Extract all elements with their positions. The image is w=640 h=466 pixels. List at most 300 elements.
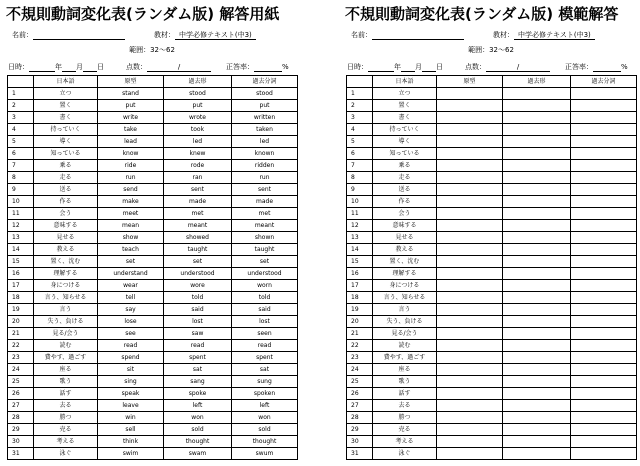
past-form-cell: spoke (164, 388, 232, 400)
past-form-cell: made (164, 196, 232, 208)
textbook-label: 教材： (154, 31, 175, 39)
date-label: 日時： (8, 63, 29, 71)
score-value[interactable]: / (147, 63, 211, 72)
japanese-cell: 走る (373, 172, 437, 184)
month-line[interactable] (401, 63, 415, 72)
past-participle-cell[interactable] (571, 436, 637, 448)
table-row (8, 436, 298, 448)
base-form-cell[interactable] (437, 376, 503, 388)
table-row (8, 136, 298, 148)
rate-line[interactable] (254, 63, 282, 72)
past-participle-cell[interactable] (571, 256, 637, 268)
past-form-cell[interactable] (503, 268, 571, 280)
row-number: 18 (8, 292, 34, 304)
past-participle-cell[interactable] (571, 100, 637, 112)
past-form-cell: showed (164, 232, 232, 244)
japanese-cell: 泳ぐ (373, 448, 437, 460)
past-participle-cell: ridden (232, 160, 298, 172)
base-form-cell[interactable] (437, 316, 503, 328)
table-row (347, 244, 637, 256)
past-form-cell[interactable] (503, 388, 571, 400)
past-form-cell[interactable] (503, 244, 571, 256)
row-number: 20 (8, 316, 34, 328)
row-number: 3 (8, 112, 34, 124)
name-field[interactable] (351, 30, 464, 40)
score-label: 点数： (126, 63, 147, 71)
past-participle-cell: told (232, 292, 298, 304)
row-number: 12 (8, 220, 34, 232)
past-form-cell: said (164, 304, 232, 316)
month-line[interactable] (62, 63, 76, 72)
header-past-participle: 過去分詞 (232, 76, 298, 88)
base-form-cell: know (98, 148, 164, 160)
base-form-cell: win (98, 412, 164, 424)
table-row (8, 352, 298, 364)
row-number: 6 (8, 148, 34, 160)
range-text: 範囲：32～62 (129, 46, 175, 54)
japanese-cell: 言う (373, 304, 437, 316)
base-form-cell[interactable] (437, 160, 503, 172)
base-form-cell: run (98, 172, 164, 184)
table-row (8, 292, 298, 304)
past-participle-cell: meant (232, 220, 298, 232)
past-form-cell[interactable] (503, 196, 571, 208)
table-row (347, 436, 637, 448)
base-form-cell: send (98, 184, 164, 196)
base-form-cell[interactable] (437, 136, 503, 148)
row-number: 24 (8, 364, 34, 376)
past-participle-cell[interactable] (571, 136, 637, 148)
base-form-cell: wear (98, 280, 164, 292)
base-form-cell[interactable] (437, 256, 503, 268)
table-row (8, 220, 298, 232)
name-label: 名前： (12, 31, 33, 39)
answer-sheet (4, 0, 300, 466)
past-participle-cell[interactable] (571, 112, 637, 124)
past-form-cell[interactable] (503, 304, 571, 316)
past-participle-cell: spoken (232, 388, 298, 400)
past-participle-cell: read (232, 340, 298, 352)
base-form-cell[interactable] (437, 448, 503, 460)
past-form-cell: told (164, 292, 232, 304)
table-row (8, 364, 298, 376)
japanese-cell: 言う、知らせる (373, 292, 437, 304)
past-participle-cell[interactable] (571, 208, 637, 220)
table-row (347, 448, 637, 460)
past-participle-cell[interactable] (571, 388, 637, 400)
row-number: 3 (347, 112, 373, 124)
past-participle-cell: put (232, 100, 298, 112)
base-form-cell[interactable] (437, 292, 503, 304)
base-form-cell[interactable] (437, 268, 503, 280)
japanese-cell: 会う (373, 208, 437, 220)
header-past: 過去形 (164, 76, 232, 88)
past-form-cell[interactable] (503, 124, 571, 136)
table-row (347, 364, 637, 376)
japanese-cell: 費やす、過ごす (34, 352, 98, 364)
past-form-cell[interactable] (503, 280, 571, 292)
japanese-cell: 置く (373, 100, 437, 112)
past-form-cell: lost (164, 316, 232, 328)
past-form-cell: swam (164, 448, 232, 460)
row-number: 6 (347, 148, 373, 160)
model-answer-sheet (343, 0, 639, 466)
date-row (347, 62, 443, 72)
past-form-cell[interactable] (503, 256, 571, 268)
past-participle-cell: shown (232, 232, 298, 244)
table-row (347, 412, 637, 424)
day-line[interactable] (422, 63, 436, 72)
name-line[interactable] (372, 31, 464, 40)
japanese-cell: 教える (373, 244, 437, 256)
base-form-cell: tell (98, 292, 164, 304)
row-number: 4 (8, 124, 34, 136)
rate-unit: % (282, 63, 289, 71)
past-form-cell: meant (164, 220, 232, 232)
past-form-cell: saw (164, 328, 232, 340)
textbook-field (154, 30, 256, 40)
past-participle-cell[interactable] (571, 412, 637, 424)
row-number: 10 (8, 196, 34, 208)
table-row (8, 316, 298, 328)
past-form-cell[interactable] (503, 220, 571, 232)
year-label: 年 (394, 63, 401, 71)
past-participle-cell[interactable] (571, 328, 637, 340)
base-form-cell: swim (98, 448, 164, 460)
past-form-cell: wore (164, 280, 232, 292)
past-form-cell[interactable] (503, 88, 571, 100)
table-row (347, 304, 637, 316)
past-participle-cell[interactable] (571, 148, 637, 160)
past-participle-cell: spent (232, 352, 298, 364)
past-participle-cell[interactable] (571, 364, 637, 376)
past-participle-cell: understood (232, 268, 298, 280)
past-participle-cell[interactable] (571, 340, 637, 352)
japanese-cell: 置く、沈む (34, 256, 98, 268)
japanese-cell: 失う、負ける (373, 316, 437, 328)
header-past-participle: 過去分詞 (571, 76, 637, 88)
past-participle-cell[interactable] (571, 172, 637, 184)
row-number: 24 (347, 364, 373, 376)
base-form-cell[interactable] (437, 112, 503, 124)
base-form-cell[interactable] (437, 184, 503, 196)
row-number: 11 (347, 208, 373, 220)
month-label: 月 (415, 63, 422, 71)
base-form-cell[interactable] (437, 100, 503, 112)
rate-field (565, 62, 628, 72)
base-form-cell[interactable] (437, 232, 503, 244)
japanese-cell: 言う (34, 304, 98, 316)
past-form-cell[interactable] (503, 136, 571, 148)
past-form-cell[interactable] (503, 424, 571, 436)
japanese-cell: 話す (34, 388, 98, 400)
japanese-cell: 歌う (373, 376, 437, 388)
base-form-cell[interactable] (437, 124, 503, 136)
past-participle-cell: won (232, 412, 298, 424)
base-form-cell: write (98, 112, 164, 124)
base-form-cell: put (98, 100, 164, 112)
table-row (347, 424, 637, 436)
row-number: 2 (8, 100, 34, 112)
row-number: 28 (8, 412, 34, 424)
base-form-cell: lose (98, 316, 164, 328)
past-participle-cell[interactable] (571, 232, 637, 244)
past-participle-cell[interactable] (571, 184, 637, 196)
row-number: 1 (8, 88, 34, 100)
row-number: 17 (347, 280, 373, 292)
japanese-cell: 売る (373, 424, 437, 436)
past-participle-cell: said (232, 304, 298, 316)
past-form-cell[interactable] (503, 340, 571, 352)
past-form-cell[interactable] (503, 148, 571, 160)
base-form-cell: see (98, 328, 164, 340)
table-row (8, 328, 298, 340)
header-japanese: 日本語 (373, 76, 437, 88)
past-participle-cell: sold (232, 424, 298, 436)
japanese-cell: 置く、沈む (373, 256, 437, 268)
past-participle-cell[interactable] (571, 304, 637, 316)
past-participle-cell[interactable] (571, 124, 637, 136)
base-form-cell: leave (98, 400, 164, 412)
past-form-cell[interactable] (503, 328, 571, 340)
table-header-row (347, 76, 637, 88)
past-participle-cell[interactable] (571, 376, 637, 388)
table-row (347, 388, 637, 400)
row-number: 2 (347, 100, 373, 112)
row-number: 22 (8, 340, 34, 352)
past-form-cell: put (164, 100, 232, 112)
past-form-cell[interactable] (503, 436, 571, 448)
row-number: 8 (8, 172, 34, 184)
past-participle-cell[interactable] (571, 448, 637, 460)
past-form-cell[interactable] (503, 412, 571, 424)
past-form-cell[interactable] (503, 100, 571, 112)
base-form-cell: make (98, 196, 164, 208)
row-number: 5 (347, 136, 373, 148)
past-participle-cell[interactable] (571, 268, 637, 280)
table-row (347, 160, 637, 172)
sheet-title: 不規則動詞変化表(ランダム版) 模範解答 (345, 5, 619, 23)
row-number: 19 (8, 304, 34, 316)
past-participle-cell: thought (232, 436, 298, 448)
row-number: 26 (8, 388, 34, 400)
base-form-cell[interactable] (437, 436, 503, 448)
past-participle-cell[interactable] (571, 424, 637, 436)
past-form-cell[interactable] (503, 448, 571, 460)
table-row (347, 220, 637, 232)
past-participle-cell[interactable] (571, 316, 637, 328)
verb-table (7, 75, 298, 460)
row-number: 4 (347, 124, 373, 136)
past-participle-cell[interactable] (571, 352, 637, 364)
past-participle-cell: worn (232, 280, 298, 292)
base-form-cell: lead (98, 136, 164, 148)
table-row (8, 424, 298, 436)
rate-field (226, 62, 289, 72)
header-past: 過去形 (503, 76, 571, 88)
past-participle-cell[interactable] (571, 88, 637, 100)
base-form-cell: set (98, 256, 164, 268)
row-number: 27 (347, 400, 373, 412)
base-form-cell[interactable] (437, 340, 503, 352)
japanese-cell: 立つ (34, 88, 98, 100)
japanese-cell: 去る (34, 400, 98, 412)
past-form-cell: understood (164, 268, 232, 280)
past-form-cell[interactable] (503, 232, 571, 244)
base-form-cell[interactable] (437, 364, 503, 376)
day-label: 日 (97, 63, 104, 71)
past-form-cell[interactable] (503, 316, 571, 328)
base-form-cell: mean (98, 220, 164, 232)
date-label: 日時： (347, 63, 368, 71)
past-participle-cell[interactable] (571, 196, 637, 208)
past-form-cell[interactable] (503, 400, 571, 412)
year-line[interactable] (29, 63, 55, 72)
base-form-cell[interactable] (437, 172, 503, 184)
past-form-cell[interactable] (503, 376, 571, 388)
table-row (8, 232, 298, 244)
japanese-cell: 導く (373, 136, 437, 148)
past-participle-cell[interactable] (571, 244, 637, 256)
row-number: 14 (8, 244, 34, 256)
base-form-cell[interactable] (437, 88, 503, 100)
base-form-cell[interactable] (437, 388, 503, 400)
rate-label: 正答率： (226, 63, 254, 71)
table-row (347, 196, 637, 208)
base-form-cell[interactable] (437, 400, 503, 412)
base-form-cell[interactable] (437, 208, 503, 220)
base-form-cell[interactable] (437, 412, 503, 424)
table-row (8, 400, 298, 412)
past-form-cell[interactable] (503, 208, 571, 220)
row-number: 27 (8, 400, 34, 412)
textbook-value: 中学必修テキスト(中3) (514, 31, 595, 40)
base-form-cell[interactable] (437, 148, 503, 160)
past-form-cell: won (164, 412, 232, 424)
table-row (8, 208, 298, 220)
past-participle-cell: left (232, 400, 298, 412)
japanese-cell: 知っている (34, 148, 98, 160)
table-row (8, 304, 298, 316)
base-form-cell[interactable] (437, 244, 503, 256)
past-form-cell: left (164, 400, 232, 412)
past-participle-cell[interactable] (571, 220, 637, 232)
japanese-cell: 見る/会う (34, 328, 98, 340)
base-form-cell: say (98, 304, 164, 316)
past-participle-cell: sat (232, 364, 298, 376)
japanese-cell: 乗る (34, 160, 98, 172)
japanese-cell: 座る (34, 364, 98, 376)
past-participle-cell: lost (232, 316, 298, 328)
table-row (8, 244, 298, 256)
row-number: 28 (347, 412, 373, 424)
japanese-cell: 書く (373, 112, 437, 124)
past-form-cell[interactable] (503, 352, 571, 364)
table-row (8, 196, 298, 208)
japanese-cell: 乗る (373, 160, 437, 172)
past-participle-cell[interactable] (571, 160, 637, 172)
table-row (8, 100, 298, 112)
japanese-cell: 言う、知らせる (34, 292, 98, 304)
japanese-cell: 費やす、過ごす (373, 352, 437, 364)
japanese-cell: 勝つ (34, 412, 98, 424)
table-row (8, 256, 298, 268)
day-line[interactable] (83, 63, 97, 72)
past-participle-cell[interactable] (571, 400, 637, 412)
past-form-cell[interactable] (503, 112, 571, 124)
past-form-cell[interactable] (503, 172, 571, 184)
japanese-cell: 泳ぐ (34, 448, 98, 460)
japanese-cell: 理解する (34, 268, 98, 280)
japanese-cell: 知っている (373, 148, 437, 160)
base-form-cell: sing (98, 376, 164, 388)
past-participle-cell[interactable] (571, 292, 637, 304)
year-label: 年 (55, 63, 62, 71)
japanese-cell: 勝つ (373, 412, 437, 424)
rate-line[interactable] (593, 63, 621, 72)
header-base: 原型 (98, 76, 164, 88)
row-number: 13 (347, 232, 373, 244)
past-participle-cell: stood (232, 88, 298, 100)
rate-label: 正答率： (565, 63, 593, 71)
past-form-cell: stood (164, 88, 232, 100)
table-row (347, 124, 637, 136)
table-row (347, 400, 637, 412)
score-field (465, 62, 550, 72)
name-field[interactable] (12, 30, 125, 40)
past-form-cell[interactable] (503, 364, 571, 376)
japanese-cell: 歌う (34, 376, 98, 388)
past-participle-cell: taught (232, 244, 298, 256)
japanese-cell: 立つ (373, 88, 437, 100)
base-form-cell[interactable] (437, 220, 503, 232)
table-row (8, 268, 298, 280)
name-line[interactable] (33, 31, 125, 40)
month-label: 月 (76, 63, 83, 71)
row-number: 19 (347, 304, 373, 316)
base-form-cell[interactable] (437, 280, 503, 292)
year-line[interactable] (368, 63, 394, 72)
base-form-cell[interactable] (437, 352, 503, 364)
japanese-cell: 持っていく (373, 124, 437, 136)
past-form-cell[interactable] (503, 292, 571, 304)
base-form-cell[interactable] (437, 196, 503, 208)
table-row (347, 256, 637, 268)
base-form-cell: sit (98, 364, 164, 376)
base-form-cell: read (98, 340, 164, 352)
japanese-cell: 送る (34, 184, 98, 196)
row-number: 29 (8, 424, 34, 436)
base-form-cell: spend (98, 352, 164, 364)
score-value[interactable]: / (486, 63, 550, 72)
row-number: 15 (347, 256, 373, 268)
table-row (8, 388, 298, 400)
base-form-cell[interactable] (437, 304, 503, 316)
base-form-cell[interactable] (437, 424, 503, 436)
base-form-cell[interactable] (437, 328, 503, 340)
base-form-cell: stand (98, 88, 164, 100)
past-participle-cell: seen (232, 328, 298, 340)
table-row (347, 340, 637, 352)
past-form-cell[interactable] (503, 160, 571, 172)
past-form-cell: spent (164, 352, 232, 364)
past-form-cell[interactable] (503, 184, 571, 196)
japanese-cell: 見せる (34, 232, 98, 244)
past-participle-cell[interactable] (571, 280, 637, 292)
past-participle-cell: sent (232, 184, 298, 196)
japanese-cell: 教える (34, 244, 98, 256)
past-participle-cell: made (232, 196, 298, 208)
